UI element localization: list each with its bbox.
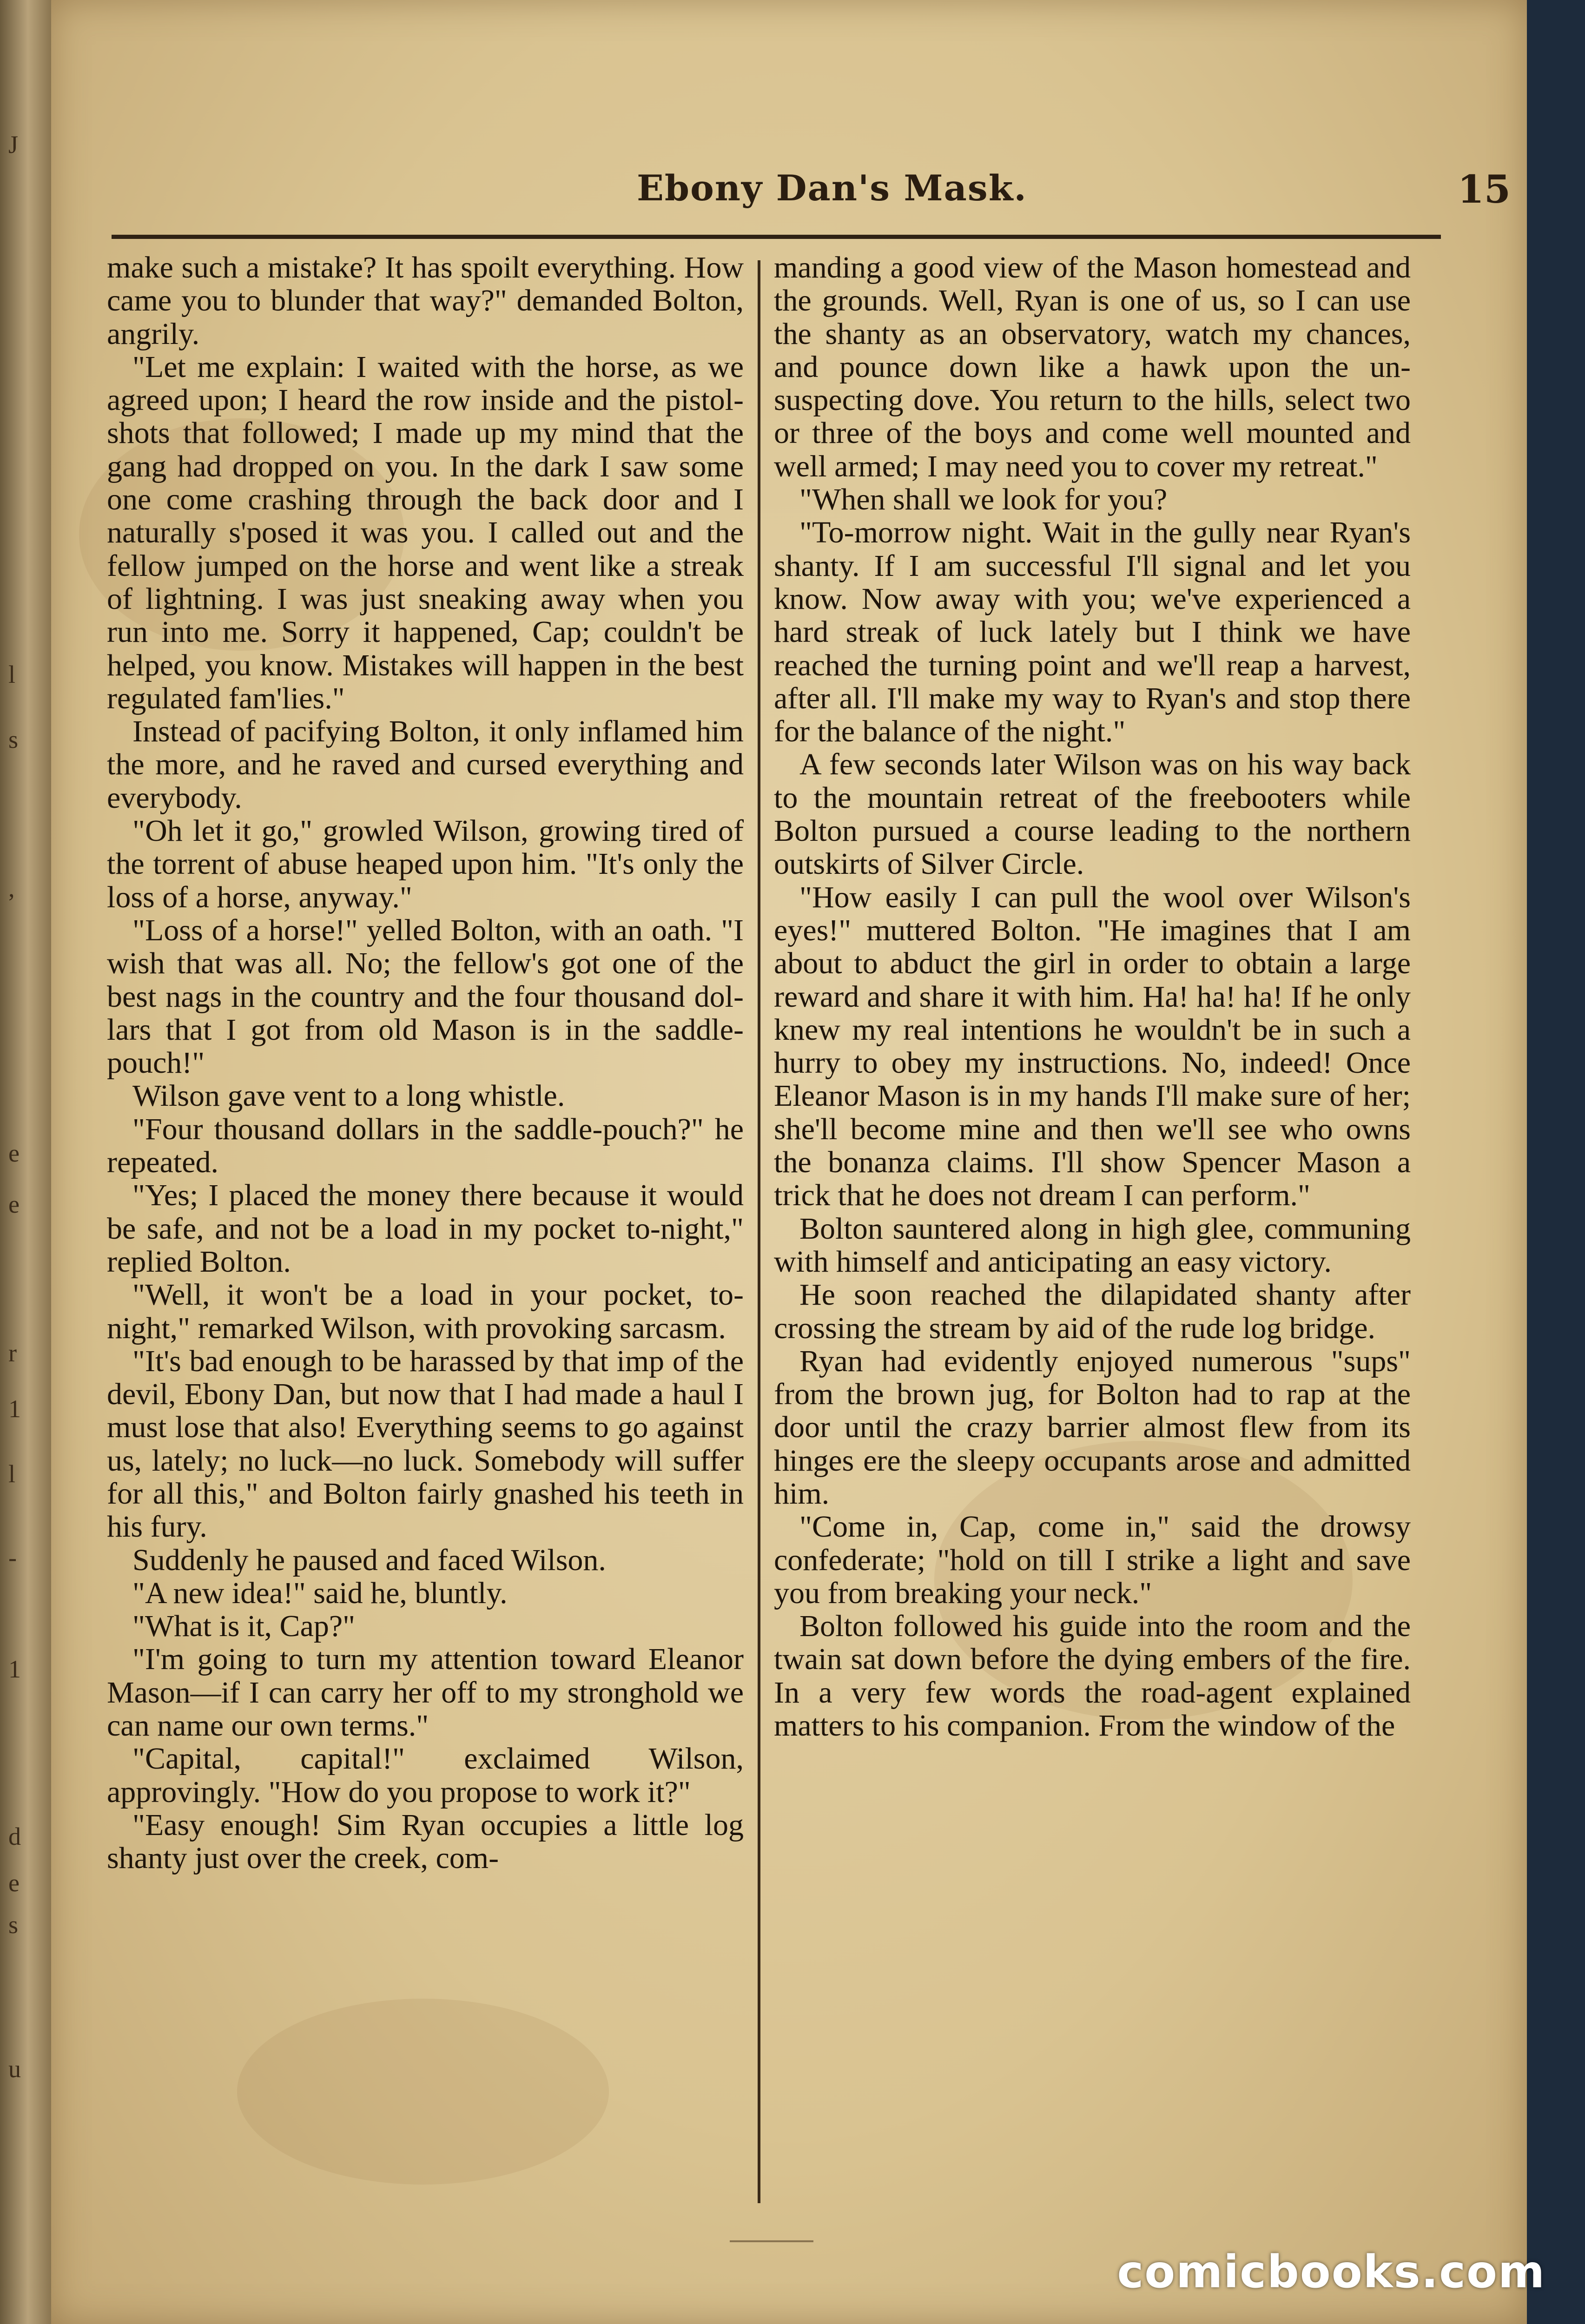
- footer-mark: [730, 2240, 813, 2242]
- paragraph: He soon reached the dilapidated shanty after crossing the stream by aid of the rude log bridge.: [774, 1278, 1411, 1345]
- right-column: [774, 251, 1411, 1742]
- binding-edge: [0, 0, 51, 2324]
- paragraph: "Capital, capital!" exclaimed Wilson, approvingly. "How do you propose to work it?": [107, 1742, 744, 1809]
- running-title: Ebony Dan's Mask.: [637, 167, 1027, 209]
- paragraph: "Come in, Cap, come in," said the drowsy confederate; "hold on till I strike a light and save you from breaking your neck.": [774, 1510, 1411, 1610]
- paper-stain: [237, 1999, 609, 2185]
- paragraph: "Oh let it go," growled Wilson, growing tired of the torrent of abuse heaped upon him. "It's only the loss of a horse, anyway.": [107, 814, 744, 914]
- paragraph: make such a mistake? It has spoilt everything. How came you to blunder that way?" demanded Bolton, angrily.: [107, 251, 744, 351]
- paragraph: "Four thousand dollars in the saddle-pouch?" he repeated.: [107, 1112, 744, 1180]
- header-rule: [112, 235, 1441, 239]
- left-column: [107, 251, 744, 1875]
- cropped-letter: r: [8, 1339, 17, 1367]
- paragraph: "Easy enough! Sim Ryan occupies a little log shanty just over the creek, com-: [107, 1808, 744, 1875]
- paragraph: "To-morrow night. Wait in the gully near Ryan's shanty. If I am successful I'll signal and let you know. Now away with you; we've experienced a hard streak of luck lately but I think we have reached the turning point and we'll reap a harvest, after all. I'll make my way to Ryan's and stop there for the balance of the night.": [774, 515, 1411, 749]
- cropped-letter: ,: [8, 874, 15, 902]
- paragraph: manding a good view of the Mason homestead and the grounds. Well, Ryan is one of us, so I can use the shanty as an observatory, watch my chances, and pounce down like a hawk upon the unsuspecting dove. You return to the hills, select two or three of the boys and come well mounted and well armed; I may need you to cover my retreat.": [774, 251, 1411, 483]
- paragraph: "It's bad enough to be harassed by that imp of the devil, Ebony Dan, but now that I had made a haul I must lose that also! Everything seems to go against us, lately; no luck—no luck. Somebody will suffer for all this," and Bolton fairly gnashed his teeth in his fury.: [107, 1344, 744, 1544]
- cropped-letter: l: [8, 660, 16, 688]
- paragraph: "Yes; I placed the money there because it would be safe, and not be a load in my pocket to-night," replied Bolton.: [107, 1178, 744, 1279]
- watermark: comicbooks.com: [1117, 2246, 1545, 2298]
- running-header: [112, 167, 1529, 218]
- cropped-letter: s: [8, 1911, 19, 1939]
- paragraph: "How easily I can pull the wool over Wilson's eyes!" muttered Bolton. "He imagines that I am about to abduct the girl in order to obtain a large reward and share it with him. Ha! ha! ha! If he only knew my real intentions he wouldn't be in such a hurry to obey my instructions. No, indeed! Once Eleanor Mason is in my hands I'll make sure of her; she'll become mine and then we'll see who owns the bonanza claims. I'll show Spencer Mason a trick that he does not dream I can perform.": [774, 880, 1411, 1213]
- paragraph: Instead of pacifying Bolton, it only inflamed him the more, and he raved and cursed everything and everybody.: [107, 714, 744, 815]
- paragraph: "Well, it won't be a load in your pocket, to-night," remarked Wilson, with provoking sarcasm.: [107, 1278, 744, 1345]
- paragraph: "Loss of a horse!" yelled Bolton, with an oath. "I wish that was all. No; the fellow's got one of the best nags in the country and the four thousand dollars that I got from old Mason is in the saddle-pouch!": [107, 913, 744, 1080]
- paragraph: Bolton followed his guide into the room and the twain sat down before the dying embers of the fire. In a very few words the road-agent explained matters to his companion. From the window of the: [774, 1609, 1411, 1743]
- paragraph: Bolton sauntered along in high glee, communing with himself and anticipating an easy victory.: [774, 1211, 1411, 1279]
- paragraph: "Let me explain: I waited with the horse, as we agreed upon; I heard the row inside and the pistol-shots that followed; I made up my mind that the gang had dropped on you. In the dark I saw some one come crashing through the back door and I naturally s'posed it was you. I called out and the fellow jumped on the horse and went like a streak of lightning. I was just sneaking away when you run into me. Sorry it happened, Cap; couldn't be helped, you know. Mistakes will happen in the best regulated fam'lies.": [107, 350, 744, 715]
- cropped-letter: e: [8, 1139, 20, 1167]
- paragraph: "When shall we look for you?: [799, 482, 1168, 517]
- paragraph: "A new idea!" said he, bluntly.: [132, 1576, 508, 1610]
- page-number: 15: [1457, 167, 1511, 212]
- cropped-letter: s: [8, 726, 19, 753]
- paragraph: "What is it, Cap?": [132, 1609, 356, 1644]
- cropped-letter: 1: [8, 1395, 21, 1423]
- cropped-letter: e: [8, 1190, 20, 1218]
- paragraph: Ryan had evidently enjoyed numerous "sups" from the brown jug, for Bolton had to rap at the door until the crazy barrier almost flew from its hinges ere the sleepy occupants arose and admitted him.: [774, 1344, 1411, 1511]
- cropped-letter: 1: [8, 1655, 21, 1683]
- cropped-letter: -: [8, 1544, 17, 1571]
- cropped-letter: J: [8, 131, 19, 158]
- paragraph: A few seconds later Wilson was on his way back to the mountain retreat of the freebooters while Bolton pursued a course leading to the northern outskirts of Silver Circle.: [774, 747, 1411, 881]
- cropped-letter: e: [8, 1869, 20, 1897]
- cropped-letter: l: [8, 1460, 16, 1488]
- cropped-letter: d: [8, 1822, 21, 1850]
- paragraph: "I'm going to turn my attention toward Eleanor Mason—if I can carry her off to my stronghold we can name our own terms.": [107, 1642, 744, 1743]
- paragraph: Wilson gave vent to a long whistle.: [132, 1079, 565, 1113]
- column-divider: [758, 260, 760, 2203]
- cropped-letter: u: [8, 2055, 21, 2083]
- paragraph: Suddenly he paused and faced Wilson.: [132, 1543, 606, 1577]
